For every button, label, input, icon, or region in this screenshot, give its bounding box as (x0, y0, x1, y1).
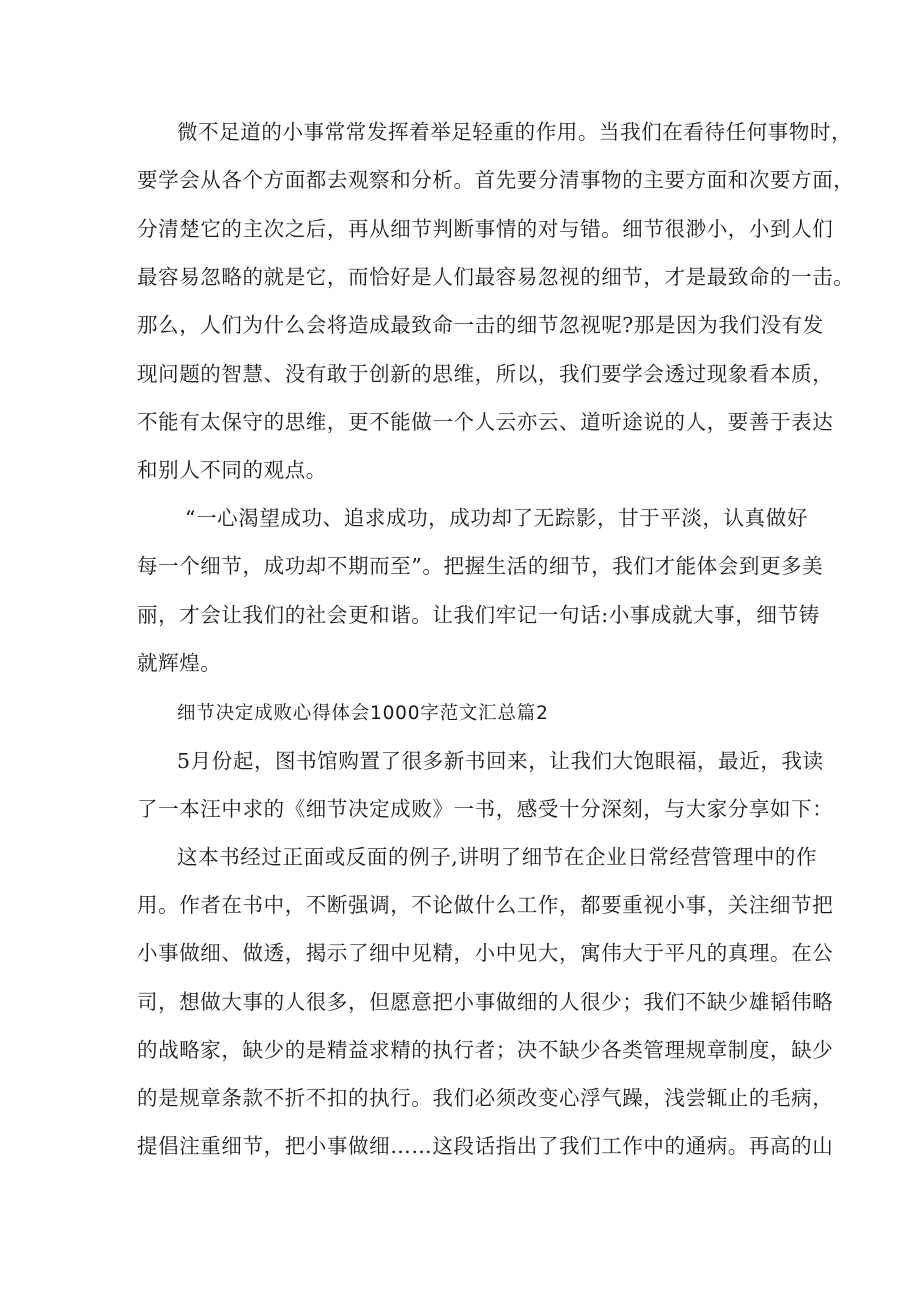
paragraph-2-line-2: 每一个细节，成功却不期而至”。把握生活的细节，我们才能体会到更多美 (137, 554, 824, 578)
paragraph-1-line-3: 分清楚它的主次之后，再从细节判断事情的对与错。细节很渺小，小到人们 (137, 217, 834, 241)
paragraph-4-line-6: 的是规章条款不折不扣的执行。我们必须改变心浮气躁，浅尝辄止的毛病， (137, 1086, 834, 1110)
paragraph-4-line-7: 提倡注重细节，把小事做细……这段话指出了我们工作中的通病。再高的山 (137, 1134, 834, 1158)
paragraph-4-line-3: 小事做细、做透，揭示了细中见精，小中见大，寓伟大于平凡的真理。在公 (137, 941, 834, 965)
section-heading: 细节决定成败心得体会1000字范文汇总篇2 (177, 703, 549, 724)
paragraph-2-line-4: 就辉煌。 (137, 651, 222, 675)
paragraph-1-line-1: 微不足道的小事常常发挥着举足轻重的作用。当我们在看待任何事物时， (177, 120, 853, 144)
paragraph-2-line-3: 丽，才会让我们的社会更和谐。让我们牢记一句话:小事成就大事，细节铸 (137, 603, 820, 627)
paragraph-4-line-1: 这本书经过正面或反面的例子,讲明了细节在企业日常经营管理中的作 (177, 845, 818, 869)
paragraph-1-line-5: 那么，人们为什么会将造成最致命一击的细节忽视呢?那是因为我们没有发 (137, 313, 824, 337)
paragraph-2-line-1: “一心渴望成功、追求成功，成功却了无踪影，甘于平淡，认真做好 (185, 506, 808, 530)
paragraph-1-line-6: 现问题的智慧、没有敢于创新的思维，所以，我们要学会透过现象看本质， (137, 362, 834, 386)
paragraph-3-line-1: 5月份起，图书馆购置了很多新书回来，让我们大饱眼福，最近，我读 (177, 749, 824, 773)
paragraph-4-line-2: 用。作者在书中，不断强调，不论做什么工作，都要重视小事，关注细节把 (137, 893, 834, 917)
paragraph-4-line-4: 司，想做大事的人很多，但愿意把小事做细的人很少；我们不缺少雄韬伟略 (137, 990, 834, 1014)
paragraph-1-line-2: 要学会从各个方面都去观察和分析。首先要分清事物的主要方面和次要方面， (137, 168, 855, 192)
paragraph-4-line-5: 的战略家，缺少的是精益求精的执行者；决不缺少各类管理规章制度，缺少 (137, 1038, 834, 1062)
paragraph-1-line-4: 最容易忽略的就是它，而恰好是人们最容易忽视的细节，才是最致命的一击。 (137, 265, 855, 289)
paragraph-1-line-8: 和别人不同的观点。 (137, 458, 327, 482)
paragraph-3-line-2: 了一本汪中求的《细节决定成败》一书，感受十分深刻，与大家分享如下： (137, 797, 834, 821)
paragraph-1-line-7: 不能有太保守的思维，更不能做一个人云亦云、道听途说的人，要善于表达 (137, 410, 834, 434)
